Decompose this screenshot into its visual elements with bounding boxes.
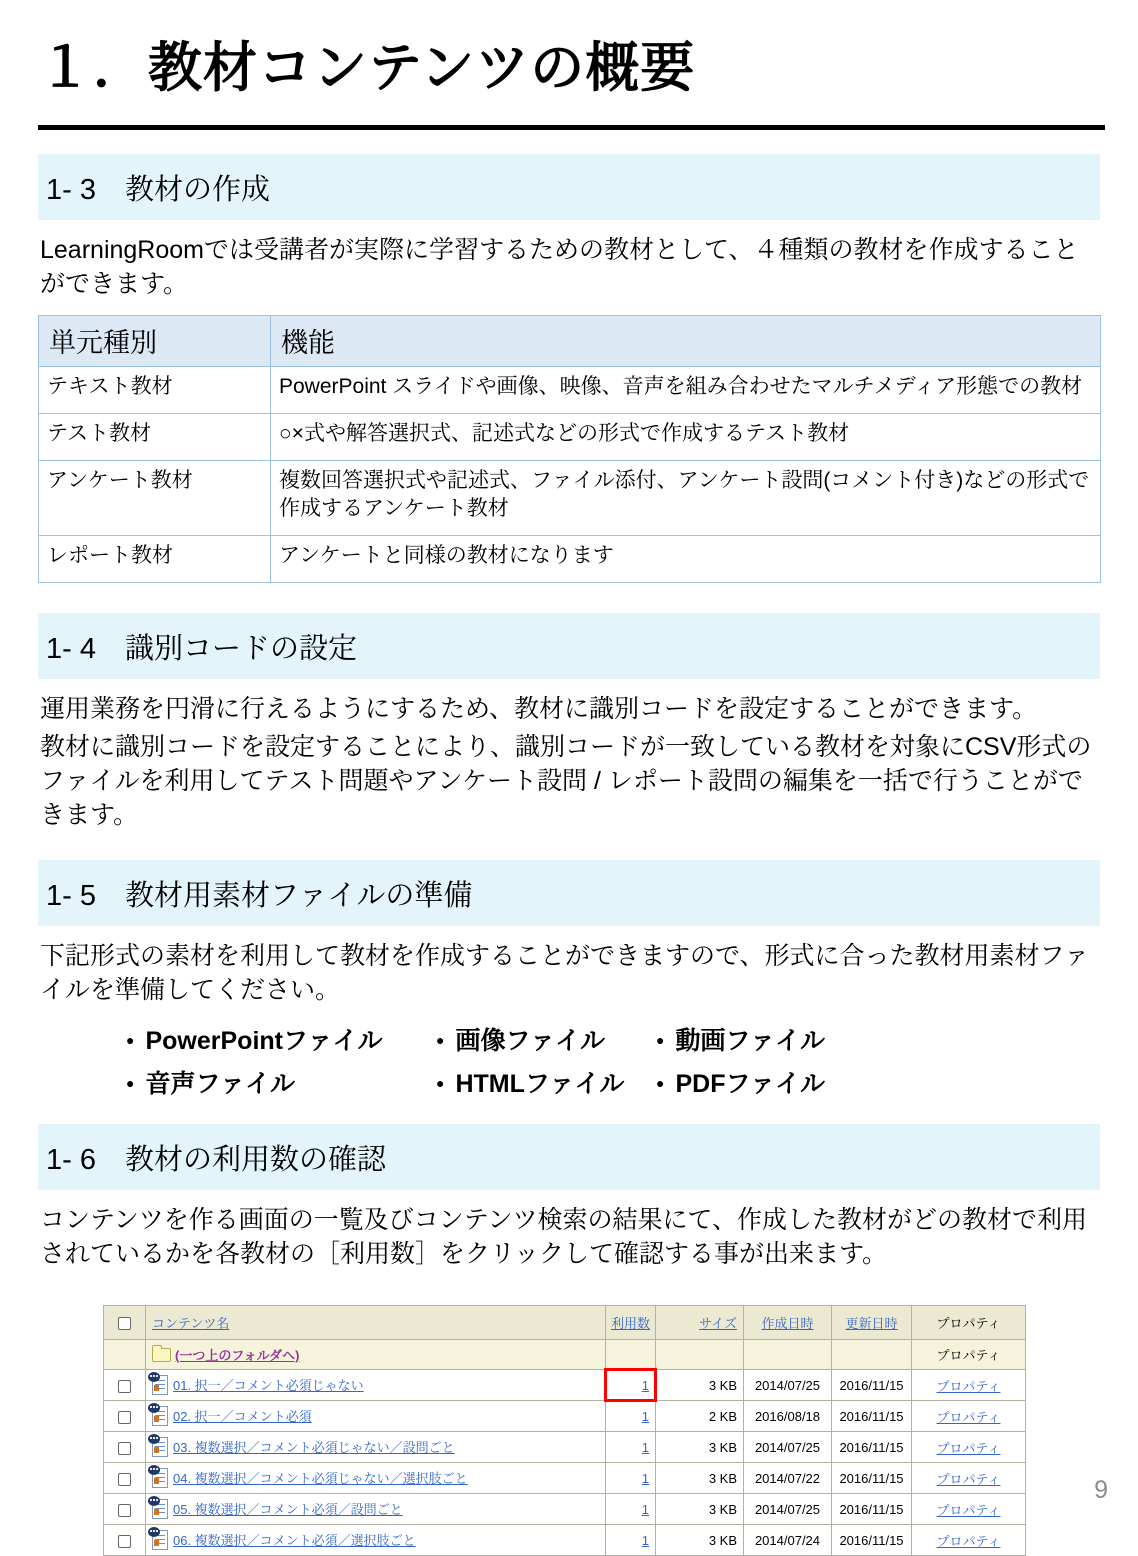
content-name-link[interactable]: 03. 複数選択／コメント必須じゃない／設問ごと bbox=[173, 1440, 455, 1456]
survey-document-icon bbox=[152, 1437, 168, 1457]
material-desc: アンケートと同様の教材になります bbox=[271, 535, 1101, 582]
content-list-header-row bbox=[104, 1306, 1026, 1340]
created-cell: 2014/07/22 bbox=[744, 1463, 832, 1494]
material-row bbox=[39, 535, 1101, 582]
property-link[interactable]: プロパティ bbox=[936, 1471, 1001, 1487]
property-link[interactable]: プロパティ bbox=[936, 1533, 1001, 1549]
usage-count-link[interactable]: 1 bbox=[641, 1408, 649, 1424]
section-heading-1-4: 1- 4 識別コードの設定 bbox=[38, 613, 1100, 679]
survey-document-icon bbox=[152, 1468, 168, 1488]
content-row bbox=[104, 1401, 1026, 1432]
row-checkbox[interactable] bbox=[118, 1504, 131, 1517]
file-type-item: ● PDFファイル bbox=[656, 1064, 906, 1100]
material-row bbox=[39, 366, 1101, 413]
select-all-checkbox[interactable] bbox=[118, 1317, 131, 1330]
updated-cell: 2016/11/15 bbox=[832, 1494, 912, 1525]
sort-name-link[interactable]: コンテンツ名 bbox=[152, 1316, 230, 1332]
file-type-item: ● HTMLファイル bbox=[436, 1064, 656, 1100]
size-cell: 3 KB bbox=[656, 1463, 744, 1494]
content-row bbox=[104, 1463, 1026, 1494]
material-row bbox=[39, 461, 1101, 536]
property-link[interactable]: プロパティ bbox=[936, 1440, 1001, 1456]
content-name-link[interactable]: 06. 複数選択／コメント必須／選択肢ごと bbox=[173, 1533, 416, 1549]
size-cell: 3 KB bbox=[656, 1370, 744, 1401]
content-name-link[interactable]: 05. 複数選択／コメント必須／設問ごと bbox=[173, 1502, 403, 1518]
updated-cell: 2016/11/15 bbox=[832, 1401, 912, 1432]
size-cell: 2 KB bbox=[656, 1401, 744, 1432]
size-cell: 3 KB bbox=[656, 1494, 744, 1525]
row-checkbox[interactable] bbox=[118, 1442, 131, 1455]
content-row bbox=[104, 1432, 1026, 1463]
updated-cell: 2016/11/15 bbox=[832, 1432, 912, 1463]
file-type-item: ● 動画ファイル bbox=[656, 1021, 906, 1057]
usage-cell-highlighted bbox=[606, 1370, 656, 1401]
row-checkbox[interactable] bbox=[118, 1380, 131, 1393]
material-desc: 複数回答選択式や記述式、ファイル添付、アンケート設問(コメント付き)などの形式で作成するアンケート教材 bbox=[271, 461, 1101, 536]
section-body-1-6: コンテンツを作る画面の一覧及びコンテンツ検索の結果にて、作成した教材がどの教材で利用されているかを各教材の［利用数］をクリックして確認する事が出来ます。 bbox=[40, 1206, 1088, 1269]
property-header: プロパティ bbox=[912, 1306, 1026, 1340]
content-list-screenshot bbox=[103, 1305, 1105, 1556]
created-cell: 2014/07/25 bbox=[744, 1432, 832, 1463]
materials-header-func: 機能 bbox=[271, 315, 1101, 366]
survey-document-icon bbox=[152, 1406, 168, 1426]
material-type: アンケート教材 bbox=[39, 461, 271, 536]
row-checkbox[interactable] bbox=[118, 1473, 131, 1486]
sort-updated-link[interactable]: 更新日時 bbox=[845, 1316, 898, 1332]
material-row bbox=[39, 414, 1101, 461]
page-title: １．教材コンテンツの概要 bbox=[38, 38, 696, 98]
created-cell: 2014/07/25 bbox=[744, 1494, 832, 1525]
usage-count-link[interactable]: 1 bbox=[641, 1470, 649, 1486]
file-type-item: ● 画像ファイル bbox=[436, 1021, 656, 1057]
property-link[interactable]: プロパティ bbox=[936, 1502, 1001, 1518]
property-link[interactable]: プロパティ bbox=[936, 1409, 1001, 1425]
sort-size-link[interactable]: サイズ bbox=[699, 1316, 737, 1332]
materials-header-type: 単元種別 bbox=[39, 315, 271, 366]
content-name-link[interactable]: 02. 択一／コメント必須 bbox=[173, 1409, 312, 1425]
material-desc: ○×式や解答選択式、記述式などの形式で作成するテスト教材 bbox=[271, 414, 1101, 461]
section-body-1-4-line2: 教材に識別コードを設定することにより、識別コードが一致している教材を対象にCSV形式のファイルを利用してテスト問題やアンケート設問 / レポート設問の編集を一括で行うことができます。 bbox=[40, 733, 1092, 830]
updated-cell: 2016/11/15 bbox=[832, 1525, 912, 1556]
title-underline bbox=[38, 125, 1105, 130]
row-checkbox[interactable] bbox=[118, 1535, 131, 1548]
row-checkbox[interactable] bbox=[118, 1411, 131, 1424]
folder-icon bbox=[152, 1348, 171, 1362]
usage-count-link[interactable]: 1 bbox=[641, 1532, 649, 1548]
survey-document-icon bbox=[152, 1499, 168, 1519]
file-type-item: ● PowerPointファイル bbox=[126, 1021, 436, 1057]
materials-header-row bbox=[39, 315, 1101, 366]
size-cell: 3 KB bbox=[656, 1432, 744, 1463]
folder-property-label: プロパティ bbox=[912, 1340, 1026, 1370]
section-heading-1-6: 1- 6 教材の利用数の確認 bbox=[38, 1124, 1100, 1190]
materials-table bbox=[38, 315, 1101, 583]
parent-folder-link[interactable]: (一つ上のフォルダへ) bbox=[175, 1348, 300, 1364]
created-cell: 2016/08/18 bbox=[744, 1401, 832, 1432]
survey-document-icon bbox=[152, 1375, 168, 1395]
material-type: テスト教材 bbox=[39, 414, 271, 461]
material-type: レポート教材 bbox=[39, 535, 271, 582]
content-name-link[interactable]: 04. 複数選択／コメント必須じゃない／選択肢ごと bbox=[173, 1471, 468, 1487]
content-row bbox=[104, 1370, 1026, 1401]
section-body-1-3: LearningRoomでは受講者が実際に学習するための教材として、４種類の教材を作成することができます。 bbox=[40, 235, 1079, 298]
material-desc: PowerPoint スライドや画像、映像、音声を組み合わせたマルチメディア形態での教材 bbox=[271, 366, 1101, 413]
usage-count-link[interactable]: 1 bbox=[641, 1439, 649, 1455]
usage-count-link[interactable]: 1 bbox=[641, 1377, 649, 1393]
size-cell: 3 KB bbox=[656, 1525, 744, 1556]
updated-cell: 2016/11/15 bbox=[832, 1370, 912, 1401]
page-number: 9 bbox=[1094, 1476, 1108, 1504]
content-name-link[interactable]: 01. 択一／コメント必須じゃない bbox=[173, 1378, 364, 1394]
section-body-1-4-line1: 運用業務を円滑に行えるようにするため、教材に識別コードを設定することができます。 bbox=[40, 695, 1038, 724]
material-type: テキスト教材 bbox=[39, 366, 271, 413]
content-list-table bbox=[103, 1305, 1026, 1556]
content-row bbox=[104, 1525, 1026, 1556]
file-type-list bbox=[126, 1021, 1105, 1100]
survey-document-icon bbox=[152, 1530, 168, 1550]
section-heading-1-5: 1- 5 教材用素材ファイルの準備 bbox=[38, 860, 1100, 926]
property-link[interactable]: プロパティ bbox=[936, 1378, 1001, 1394]
file-type-item: ● 音声ファイル bbox=[126, 1064, 436, 1100]
section-body-1-5: 下記形式の素材を利用して教材を作成することができますので、形式に合った教材用素材ファイルを準備してください。 bbox=[40, 942, 1090, 1005]
sort-usage-link[interactable]: 利用数 bbox=[610, 1316, 650, 1332]
sort-created-link[interactable]: 作成日時 bbox=[761, 1316, 814, 1332]
created-cell: 2014/07/24 bbox=[744, 1525, 832, 1556]
parent-folder-row bbox=[104, 1340, 1026, 1370]
content-row bbox=[104, 1494, 1026, 1525]
created-cell: 2014/07/25 bbox=[744, 1370, 832, 1401]
updated-cell: 2016/11/15 bbox=[832, 1463, 912, 1494]
section-heading-1-3: 1- 3 教材の作成 bbox=[38, 154, 1100, 220]
usage-count-link[interactable]: 1 bbox=[641, 1501, 649, 1517]
